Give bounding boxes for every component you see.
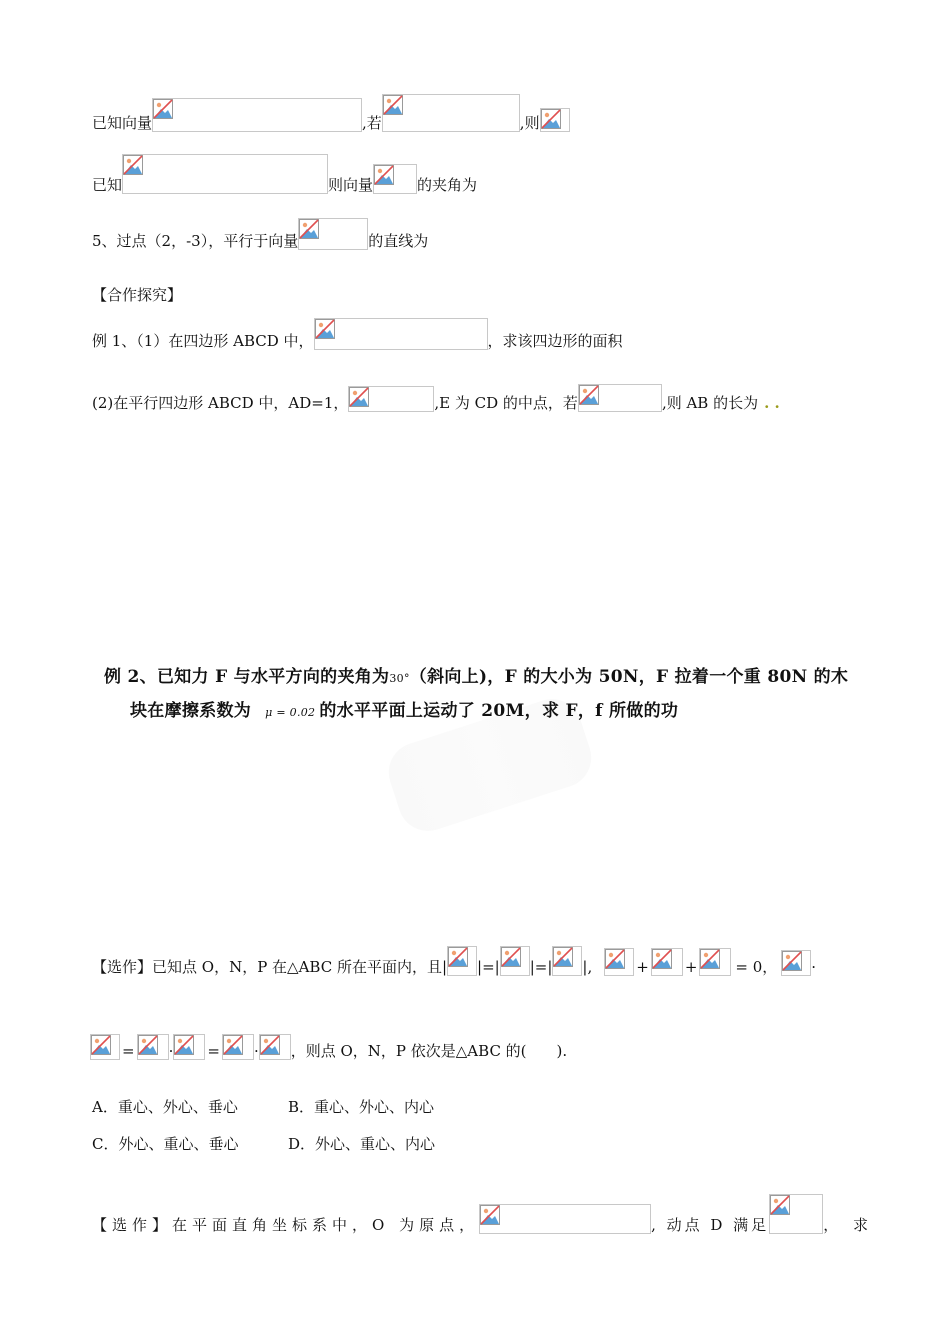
option-b: B．重心、外心、内心 <box>288 1098 435 1116</box>
formula-image <box>259 1034 291 1060</box>
formula-image <box>222 1034 254 1060</box>
text: 则向量 <box>328 176 374 194</box>
text: ，求该四边形的面积 <box>487 332 623 350</box>
text: , 动点 D 满足 <box>651 1216 770 1234</box>
text: |=| <box>529 958 553 976</box>
formula-image <box>90 1034 120 1060</box>
line-optional-1 <box>92 944 816 976</box>
option-c: C．外心、重心、垂心 <box>92 1135 239 1153</box>
broken-image-icon <box>448 947 468 967</box>
formula-image <box>604 948 634 976</box>
text: ， 求 <box>823 1216 873 1234</box>
heading-text: 【合作探究】 <box>92 286 183 304</box>
broken-image-icon <box>374 165 394 185</box>
broken-image-icon <box>223 1035 243 1055</box>
formula-image <box>348 386 434 412</box>
formula-image <box>137 1034 169 1060</box>
broken-image-icon <box>652 949 672 969</box>
formula-image <box>447 946 477 976</box>
formula-image <box>500 946 530 976</box>
broken-image-icon <box>138 1035 158 1055</box>
broken-image-icon <box>153 99 173 119</box>
text: = <box>207 1042 220 1060</box>
line-example-1-part-2 <box>92 378 780 412</box>
text: · <box>811 958 817 976</box>
broken-image-icon <box>349 387 369 407</box>
formula-image <box>314 318 488 350</box>
text: 例 2、已知力 F 与水平方向的夹角为 <box>104 667 390 687</box>
text: 的直线为 <box>368 232 429 250</box>
formula-image <box>173 1034 205 1060</box>
options-row-2 <box>92 1131 435 1153</box>
broken-image-icon <box>299 219 319 239</box>
text: + <box>684 958 698 976</box>
broken-image-icon <box>260 1035 280 1055</box>
text: · <box>168 1042 174 1060</box>
broken-image-icon <box>782 951 802 971</box>
line-angle-question <box>92 154 477 194</box>
broken-image-icon <box>700 949 720 969</box>
text: 5、过点（2，-3），平行于向量 <box>92 232 299 250</box>
line-example-2-a <box>104 668 848 692</box>
line-example-1 <box>92 316 623 350</box>
section-heading <box>92 282 182 304</box>
text: 的夹角为 <box>417 176 478 194</box>
mu-value: μ = 0.02 <box>265 706 316 719</box>
formula-image <box>769 1194 823 1234</box>
line-optional-2 <box>92 1192 873 1234</box>
broken-image-icon <box>605 949 625 969</box>
line-example-2-b <box>130 702 678 726</box>
angle-value: 30° <box>389 672 410 685</box>
option-a: A．重心、外心、垂心 <box>92 1098 238 1116</box>
line-optional-1-cont <box>90 1028 567 1060</box>
text: (2)在平行四边形 ABCD 中，AD=1， <box>92 394 349 412</box>
broken-image-icon <box>541 109 561 129</box>
broken-image-icon <box>383 95 403 115</box>
text: （斜向上)，F 的大小为 50N，F 拉着一个重 80N 的木 <box>409 667 849 687</box>
text: |, <box>582 958 593 976</box>
text: + <box>636 958 649 976</box>
text: 已知向量 <box>92 114 153 132</box>
broken-image-icon <box>123 155 143 175</box>
text: |=| <box>477 958 500 976</box>
formula-image <box>699 948 731 976</box>
formula-image <box>479 1204 651 1234</box>
formula-image <box>382 94 520 132</box>
text: = 0， <box>735 958 778 976</box>
text: 例 1、（1）在四边形 ABCD 中， <box>92 332 314 350</box>
formula-image <box>373 164 417 194</box>
broken-image-icon <box>174 1035 194 1055</box>
formula-image <box>578 384 662 412</box>
text: ,E 为 CD 的中点，若 <box>434 394 578 412</box>
formula-image <box>298 218 368 250</box>
formula-image <box>152 98 362 132</box>
text: = <box>122 1042 135 1060</box>
text: ，则点 O，N，P 依次是△ABC 的( ). <box>290 1042 568 1060</box>
text: 的水平平面上运动了 20M，求 F，f 所做的功 <box>319 701 679 721</box>
text: 已知 <box>92 176 123 194</box>
option-d: D．外心、重心、内心 <box>288 1135 436 1153</box>
broken-image-icon <box>770 1195 790 1215</box>
broken-image-icon <box>91 1035 111 1055</box>
text: · <box>253 1042 259 1060</box>
options-row-1 <box>92 1094 434 1116</box>
text: ,则 AB 的长为 <box>661 394 759 412</box>
formula-image <box>651 948 683 976</box>
broken-image-icon <box>480 1205 500 1225</box>
formula-image <box>552 946 582 976</box>
broken-image-icon <box>315 319 335 339</box>
line-known-vector <box>92 96 570 132</box>
line-question-5 <box>92 216 428 250</box>
broken-image-icon <box>553 947 573 967</box>
text: 【选作】已知点 O，N，P 在△ABC 所在平面内，且| <box>92 958 448 976</box>
formula-image <box>781 950 811 976</box>
text: 块在摩擦系数为 <box>130 701 252 721</box>
dots-mark: . . <box>764 394 780 412</box>
text: ,若 <box>362 114 382 132</box>
broken-image-icon <box>579 385 599 405</box>
broken-image-icon <box>501 947 521 967</box>
text: ,则 <box>519 114 540 132</box>
text: 【选作】在平面直角坐标系中，O 为原点， <box>92 1216 480 1234</box>
formula-image <box>540 108 570 132</box>
formula-image <box>122 154 328 194</box>
